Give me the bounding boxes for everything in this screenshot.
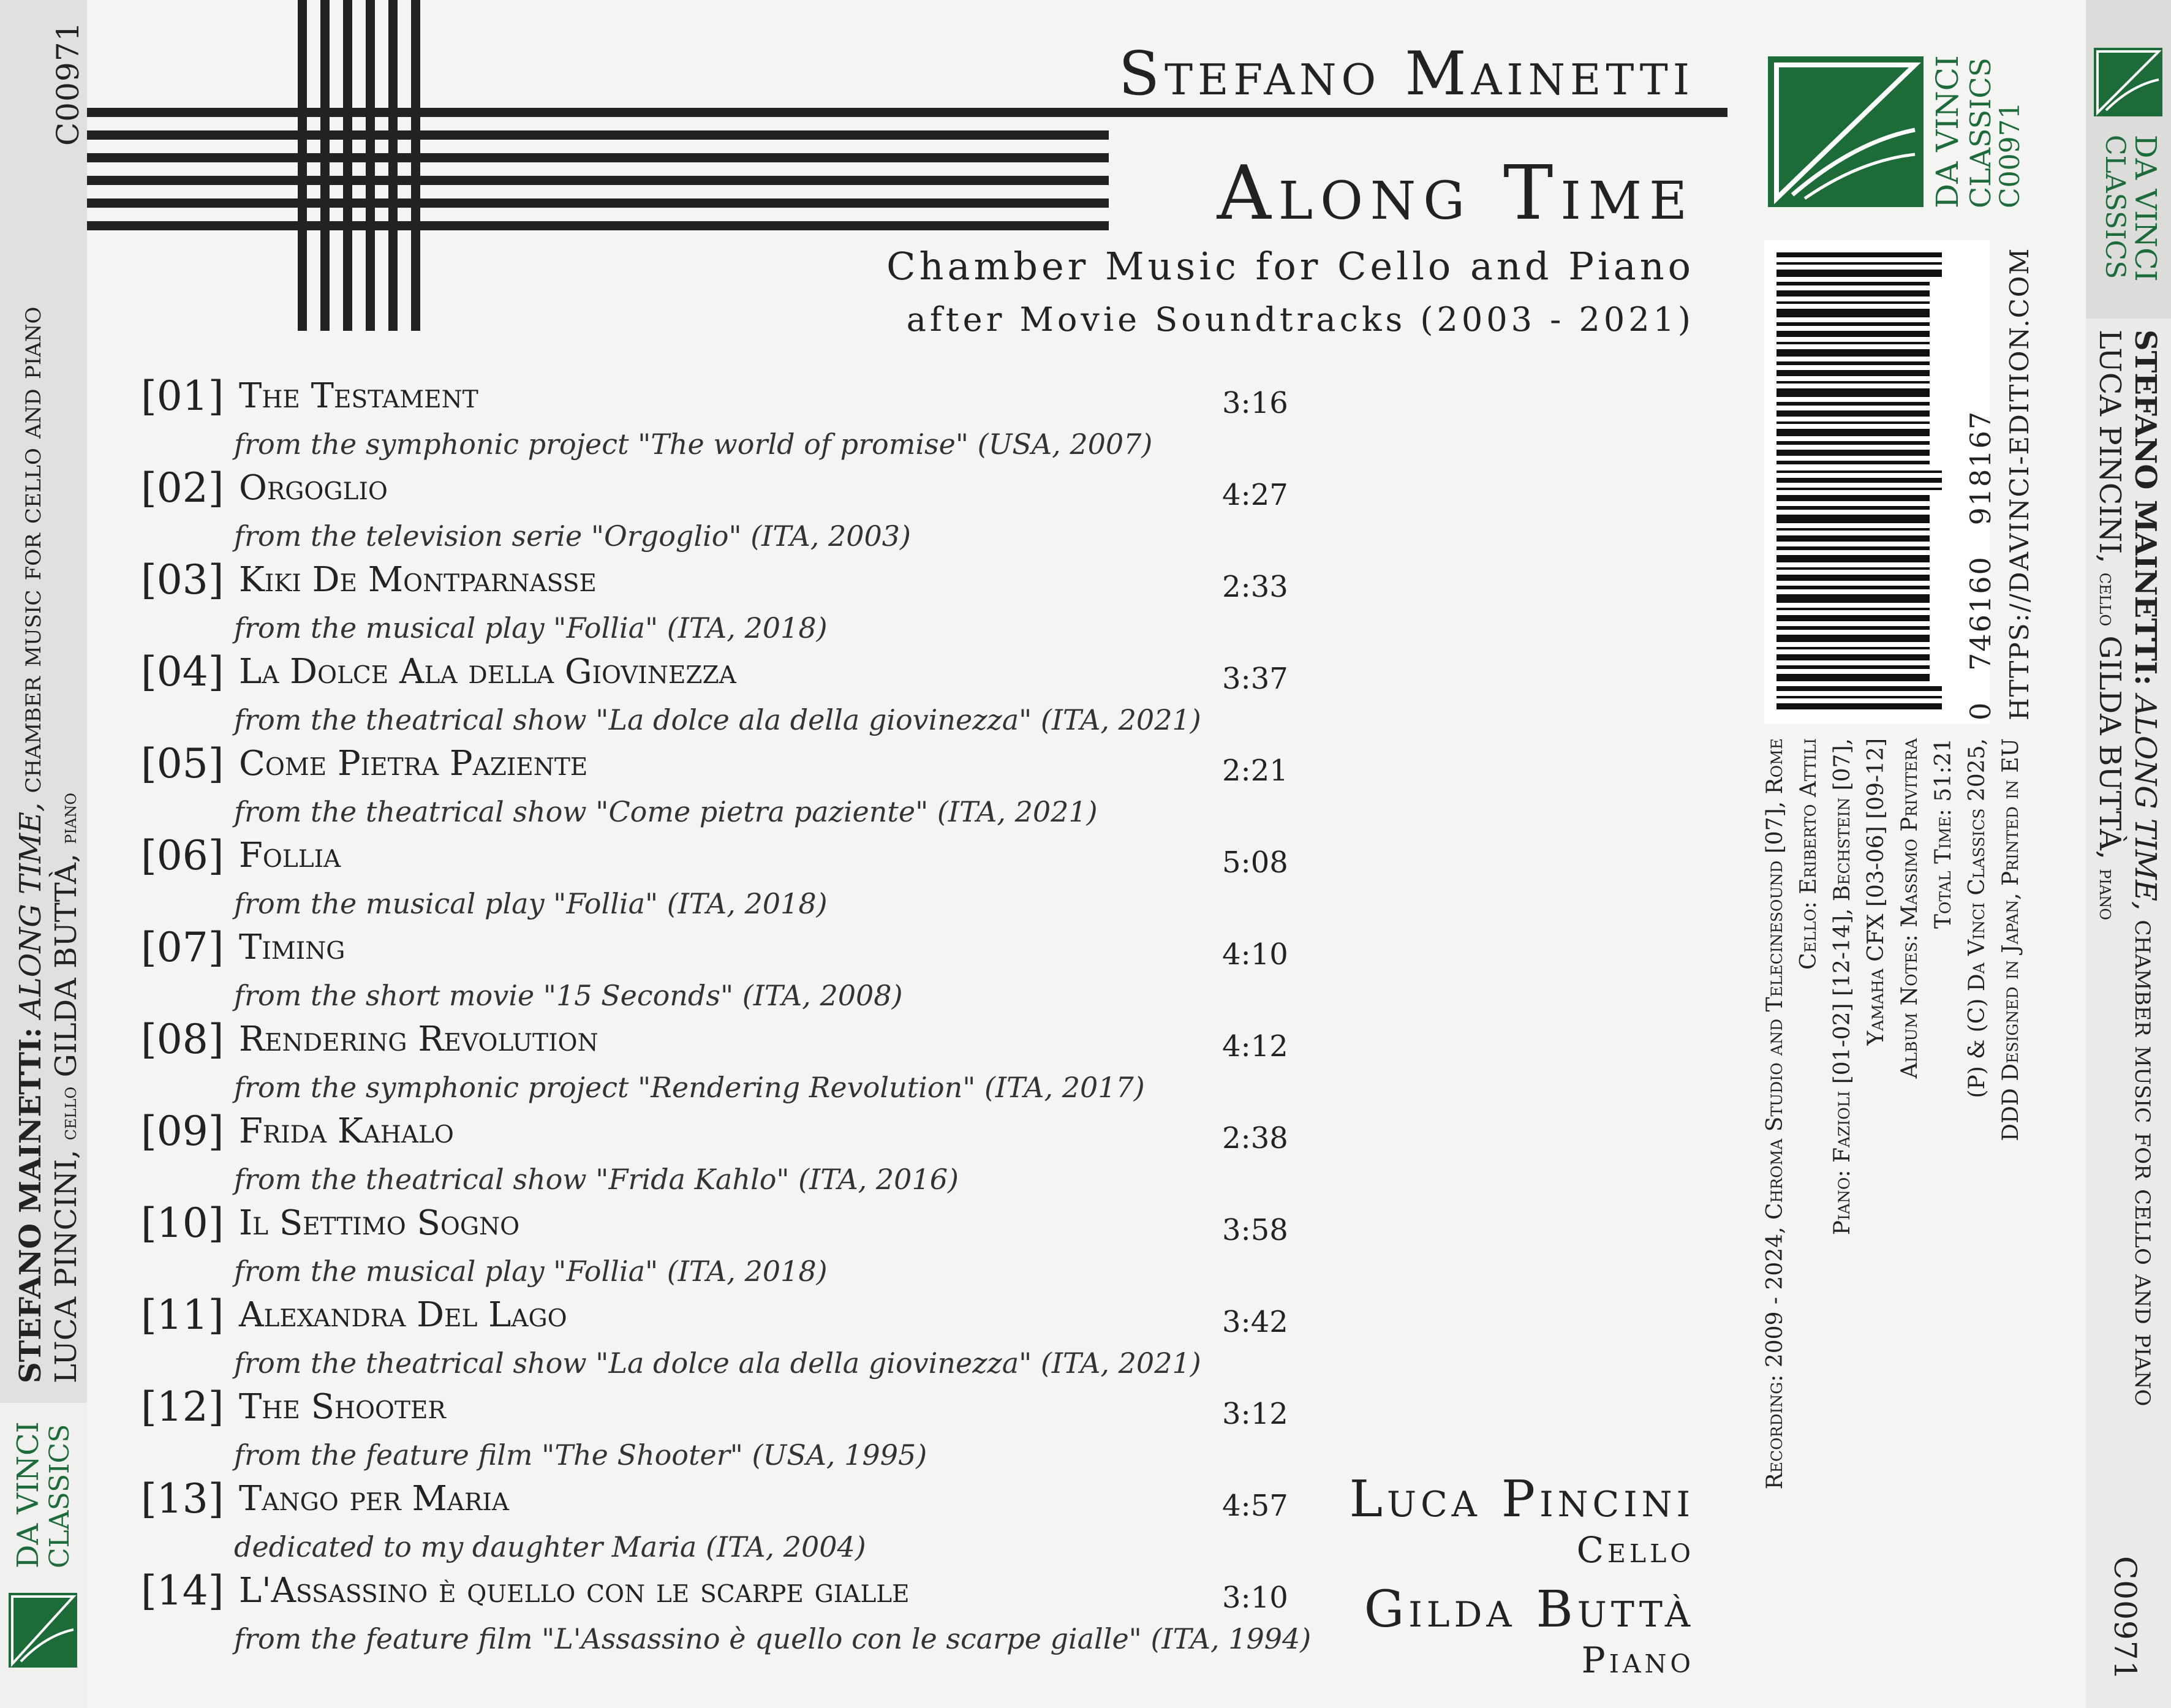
left-spine-artist1: LUCA PINCINI, — [49, 1149, 83, 1383]
label-logo-text2: CLASSICS — [1964, 57, 1997, 208]
track-title: La Dolce Ala della Giovinezza — [239, 652, 736, 692]
track-title: Alexandra Del Lago — [239, 1295, 567, 1335]
right-spine-artist1: LUCA PINCINI, — [2093, 330, 2127, 564]
credit-piano: Piano: Fazioli [01-02] [12-14], Bechstein [07], — [1830, 738, 1855, 1236]
track-source: dedicated to my daughter Maria (ITA, 2004) — [234, 1530, 866, 1563]
left-spine-catalog: C00971 — [50, 21, 86, 146]
credit-ddd: DDD Designed in Japan, Printed in EU — [1998, 738, 2023, 1141]
album-subtitle: Chamber Music for Cello and Piano — [886, 244, 1694, 289]
track-duration: 5:08 — [1222, 845, 1288, 880]
track-number: [02] — [141, 464, 224, 512]
track-source: from the musical play "Follia" (ITA, 2018) — [234, 887, 828, 920]
credit-total-time: Total Time: 51:21 — [1931, 738, 1956, 929]
right-spine-logo-text1: DA VINCI — [2128, 135, 2162, 282]
track-title: Follia — [239, 836, 341, 875]
left-spine-line1 — [13, 307, 48, 1383]
track-number: [10] — [141, 1200, 224, 1247]
composer-name: Stefano Mainetti — [1118, 39, 1694, 109]
track-number: [14] — [141, 1567, 224, 1614]
track-source: from the theatrical show "Come pietra paziente" (ITA, 2021) — [234, 795, 1098, 828]
album-subtitle-2: after Movie Soundtracks (2003 - 2021) — [906, 300, 1694, 339]
track-title: Tango per Maria — [239, 1479, 509, 1519]
performer-2-name: Gilda Buttà — [1364, 1581, 1694, 1639]
barcode-digits: 0 746160 918167 — [1964, 410, 1997, 720]
track-duration: 3:37 — [1222, 662, 1288, 696]
credit-album-notes: Album Notes: Massimo Privitera — [1897, 738, 1922, 1079]
credit-cello: Cello: Eriberto Attili — [1796, 738, 1821, 970]
track-source: from the feature film "The Shooter" (USA, 1995) — [234, 1438, 927, 1472]
right-spine-line2 — [2093, 330, 2127, 920]
left-spine-artist2: GILDA BUTTÀ, — [49, 853, 83, 1078]
track-source: from the feature film "L'Assassino è quello con le scarpe gialle" (ITA, 1994) — [234, 1622, 1312, 1655]
album-title: Along Time — [1217, 149, 1694, 236]
performer-1-role: Cello — [1576, 1529, 1694, 1571]
track-title: L'Assassino è quello con le scarpe gialle — [239, 1571, 910, 1611]
track-number: [01] — [141, 372, 224, 420]
left-spine-subtitle: chamber music for cello and piano — [13, 306, 48, 793]
label-logo-icon — [1768, 56, 1924, 207]
track-source: from the theatrical show "La dolce ala della giovinezza" (ITA, 2021) — [234, 1347, 1201, 1380]
track-duration: 3:58 — [1222, 1213, 1288, 1247]
track-number: [08] — [141, 1016, 224, 1063]
track-source: from the television serie "Orgoglio" (ITA, 2003) — [234, 520, 911, 553]
track-number: [09] — [141, 1108, 224, 1155]
credits-block — [1758, 738, 2028, 1676]
right-spine-line1 — [2128, 330, 2162, 1406]
barcode — [1764, 240, 1990, 724]
track-duration: 4:10 — [1222, 937, 1288, 972]
credit-copyright: (P) & (C) Da Vinci Classics 2025, — [1965, 738, 1990, 1098]
track-duration: 4:12 — [1222, 1029, 1288, 1064]
performer-1-name: Luca Pincini — [1349, 1470, 1694, 1529]
track-title: Timing — [239, 928, 345, 967]
track-duration: 2:33 — [1222, 570, 1288, 604]
track-title: Frida Kahalo — [239, 1111, 454, 1151]
track-duration: 3:12 — [1222, 1397, 1288, 1431]
left-spine-role2: piano — [57, 793, 81, 844]
track-number: [11] — [141, 1291, 224, 1339]
left-spine-line2 — [49, 793, 83, 1383]
track-title: The Shooter — [239, 1387, 446, 1427]
track-title: Come Pietra Paziente — [239, 744, 588, 784]
credit-recording: Recording: 2009 - 2024, Chroma Studio and Telecinesound [07], Rome — [1762, 738, 1788, 1490]
track-source: from the musical play "Follia" (ITA, 2018) — [234, 1255, 828, 1288]
left-spine-logo-text1: DA VINCI — [11, 1421, 45, 1568]
track-source: from the theatrical show "La dolce ala della giovinezza" (ITA, 2021) — [234, 703, 1201, 736]
performer-2-role: Piano — [1581, 1639, 1694, 1681]
track-title: Orgoglio — [239, 468, 388, 508]
track-number: [05] — [141, 740, 224, 787]
track-source: from the symphonic project "Rendering Revolution" (ITA, 2017) — [234, 1071, 1145, 1104]
right-spine-subtitle: chamber music for cello and piano — [2128, 920, 2162, 1407]
track-source: from the theatrical show "Frida Kahlo" (ITA, 2016) — [234, 1163, 959, 1196]
right-spine-composer: STEFANO MAINETTI: — [2128, 330, 2162, 686]
right-spine-catalog: C00971 — [2107, 1556, 2143, 1681]
credit-piano-2: Yamaha CFX [03-06] [09-12] — [1863, 738, 1889, 1046]
right-spine-artist2: GILDA BUTTÀ, — [2093, 635, 2127, 860]
left-spine-title: ALONG TIME, — [13, 802, 48, 1018]
label-logo-text1: DA VINCI — [1930, 55, 1965, 208]
right-spine-logo-text2: CLASSICS — [2099, 135, 2131, 279]
left-spine-logo-icon — [9, 1593, 77, 1668]
track-number: [13] — [141, 1475, 224, 1522]
track-duration: 4:57 — [1222, 1489, 1288, 1523]
left-spine — [0, 0, 87, 1708]
track-number: [04] — [141, 648, 224, 695]
track-duration: 2:38 — [1222, 1121, 1288, 1155]
right-spine-title: ALONG TIME, — [2128, 695, 2162, 911]
label-catalog: C00971 — [1995, 102, 2026, 208]
track-number: [12] — [141, 1383, 224, 1430]
website-link[interactable]: HTTPS://DAVINCI-EDITION.COM — [2004, 247, 2034, 720]
right-spine-role1: cello — [2094, 572, 2119, 627]
track-number: [07] — [141, 924, 224, 971]
track-duration: 3:42 — [1222, 1305, 1288, 1339]
track-duration: 2:21 — [1222, 754, 1288, 788]
track-source: from the symphonic project "The world of promise" (USA, 2007) — [234, 428, 1153, 461]
track-duration: 3:10 — [1222, 1581, 1288, 1615]
track-source: from the short movie "15 Seconds" (ITA, 2008) — [234, 979, 903, 1012]
left-spine-composer: STEFANO MAINETTI: — [13, 1027, 48, 1383]
track-title: Kiki De Montparnasse — [239, 560, 597, 600]
track-title: Il Settimo Sogno — [239, 1203, 520, 1243]
right-spine-role2: piano — [2094, 869, 2119, 920]
left-spine-role1: cello — [57, 1086, 81, 1141]
track-number: [03] — [141, 556, 224, 603]
track-number: [06] — [141, 832, 224, 879]
track-duration: 4:27 — [1222, 478, 1288, 512]
track-source: from the musical play "Follia" (ITA, 2018) — [234, 611, 828, 644]
right-spine-logo-icon — [2094, 48, 2162, 116]
left-spine-logo-text2: CLASSICS — [44, 1424, 75, 1568]
track-title: Rendering Revolution — [239, 1019, 598, 1059]
track-duration: 3:16 — [1222, 386, 1288, 420]
track-title: The Testament — [239, 376, 478, 416]
